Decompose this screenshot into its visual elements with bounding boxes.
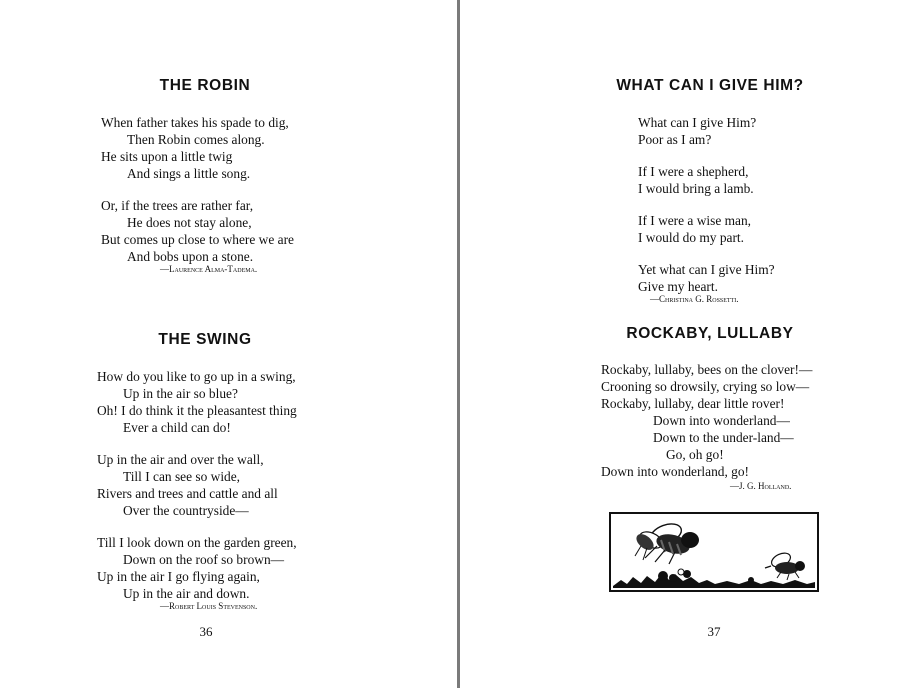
- poem-line: He does not stay alone,: [127, 215, 252, 230]
- right-page: [460, 0, 918, 688]
- poem-body-what-can-i-give-him: [638, 114, 775, 295]
- poem-line: Oh! I do think it the pleasantest thing: [97, 403, 297, 418]
- bees-drawing: [611, 514, 817, 590]
- poem-line: Down to the under-land—: [653, 430, 794, 445]
- attribution-stevenson: —Robert Louis Stevenson.: [160, 601, 258, 611]
- poem-line: Rockaby, lullaby, dear little rover!: [601, 396, 785, 411]
- poem-title-the-robin: THE ROBIN: [159, 77, 251, 94]
- poem-line: Ever a child can do!: [123, 420, 231, 435]
- poem-body-the-robin: [101, 114, 294, 265]
- page-number-left: 36: [199, 624, 213, 639]
- poem-line: I would do my part.: [638, 230, 744, 245]
- poem-line: If I were a shepherd,: [638, 164, 749, 179]
- poem-line: Up in the air and over the wall,: [97, 452, 264, 467]
- poem-line: What can I give Him?: [638, 115, 757, 130]
- poem-line: Rockaby, lullaby, bees on the clover!—: [601, 362, 813, 377]
- poem-title-the-swing: THE SWING: [158, 331, 252, 348]
- poem-line: Over the countryside—: [123, 503, 249, 518]
- poem-body-the-swing: [97, 368, 297, 602]
- poem-line: Yet what can I give Him?: [638, 262, 775, 277]
- poem-line: Crooning so drowsily, crying so low—: [601, 379, 810, 394]
- poem-body-rockaby-lullaby: [601, 361, 812, 480]
- poem-line: Rivers and trees and cattle and all: [97, 486, 278, 501]
- poem-line: Then Robin comes along.: [127, 132, 265, 147]
- poem-line: I would bring a lamb.: [638, 181, 754, 196]
- poem-line: Give my heart.: [638, 279, 718, 294]
- page-number-right: 37: [707, 624, 721, 639]
- poem-line: Or, if the trees are rather far,: [101, 198, 254, 213]
- poem-line: Poor as I am?: [638, 132, 712, 147]
- poem-line: He sits upon a little twig: [101, 149, 233, 164]
- poem-line: If I were a wise man,: [638, 213, 752, 228]
- poem-line: Go, oh go!: [666, 447, 724, 462]
- attribution-rossetti: —Christina G. Rossetti.: [650, 294, 739, 304]
- poem-title-what-can-i-give-him: WHAT CAN I GIVE HIM?: [616, 77, 804, 94]
- poem-line: Down into wonderland, go!: [601, 464, 750, 479]
- poem-title-rockaby-lullaby: ROCKABY, LULLABY: [626, 325, 794, 342]
- poem-line: Till I can see so wide,: [123, 469, 241, 484]
- poem-line: Up in the air so blue?: [123, 386, 238, 401]
- poem-line: And bobs upon a stone.: [127, 249, 254, 264]
- poem-line: And sings a little song.: [127, 166, 251, 181]
- attribution-holland: —J. G. Holland.: [730, 481, 792, 491]
- poem-line: Till I look down on the garden green,: [97, 535, 297, 550]
- left-page: [0, 0, 457, 688]
- poem-line: Up in the air I go flying again,: [97, 569, 260, 584]
- attribution-alma-tadema: —Laurence Alma-Tadema.: [160, 264, 258, 274]
- bees-illustration-icon: [609, 512, 819, 592]
- poem-line: When father takes his spade to dig,: [101, 115, 289, 130]
- poem-line: Down on the roof so brown—: [123, 552, 285, 567]
- poem-line: But comes up close to where we are: [101, 232, 294, 247]
- poem-line: Up in the air and down.: [123, 586, 250, 601]
- poem-line: Down into wonderland—: [653, 413, 790, 428]
- poem-line: How do you like to go up in a swing,: [97, 369, 296, 384]
